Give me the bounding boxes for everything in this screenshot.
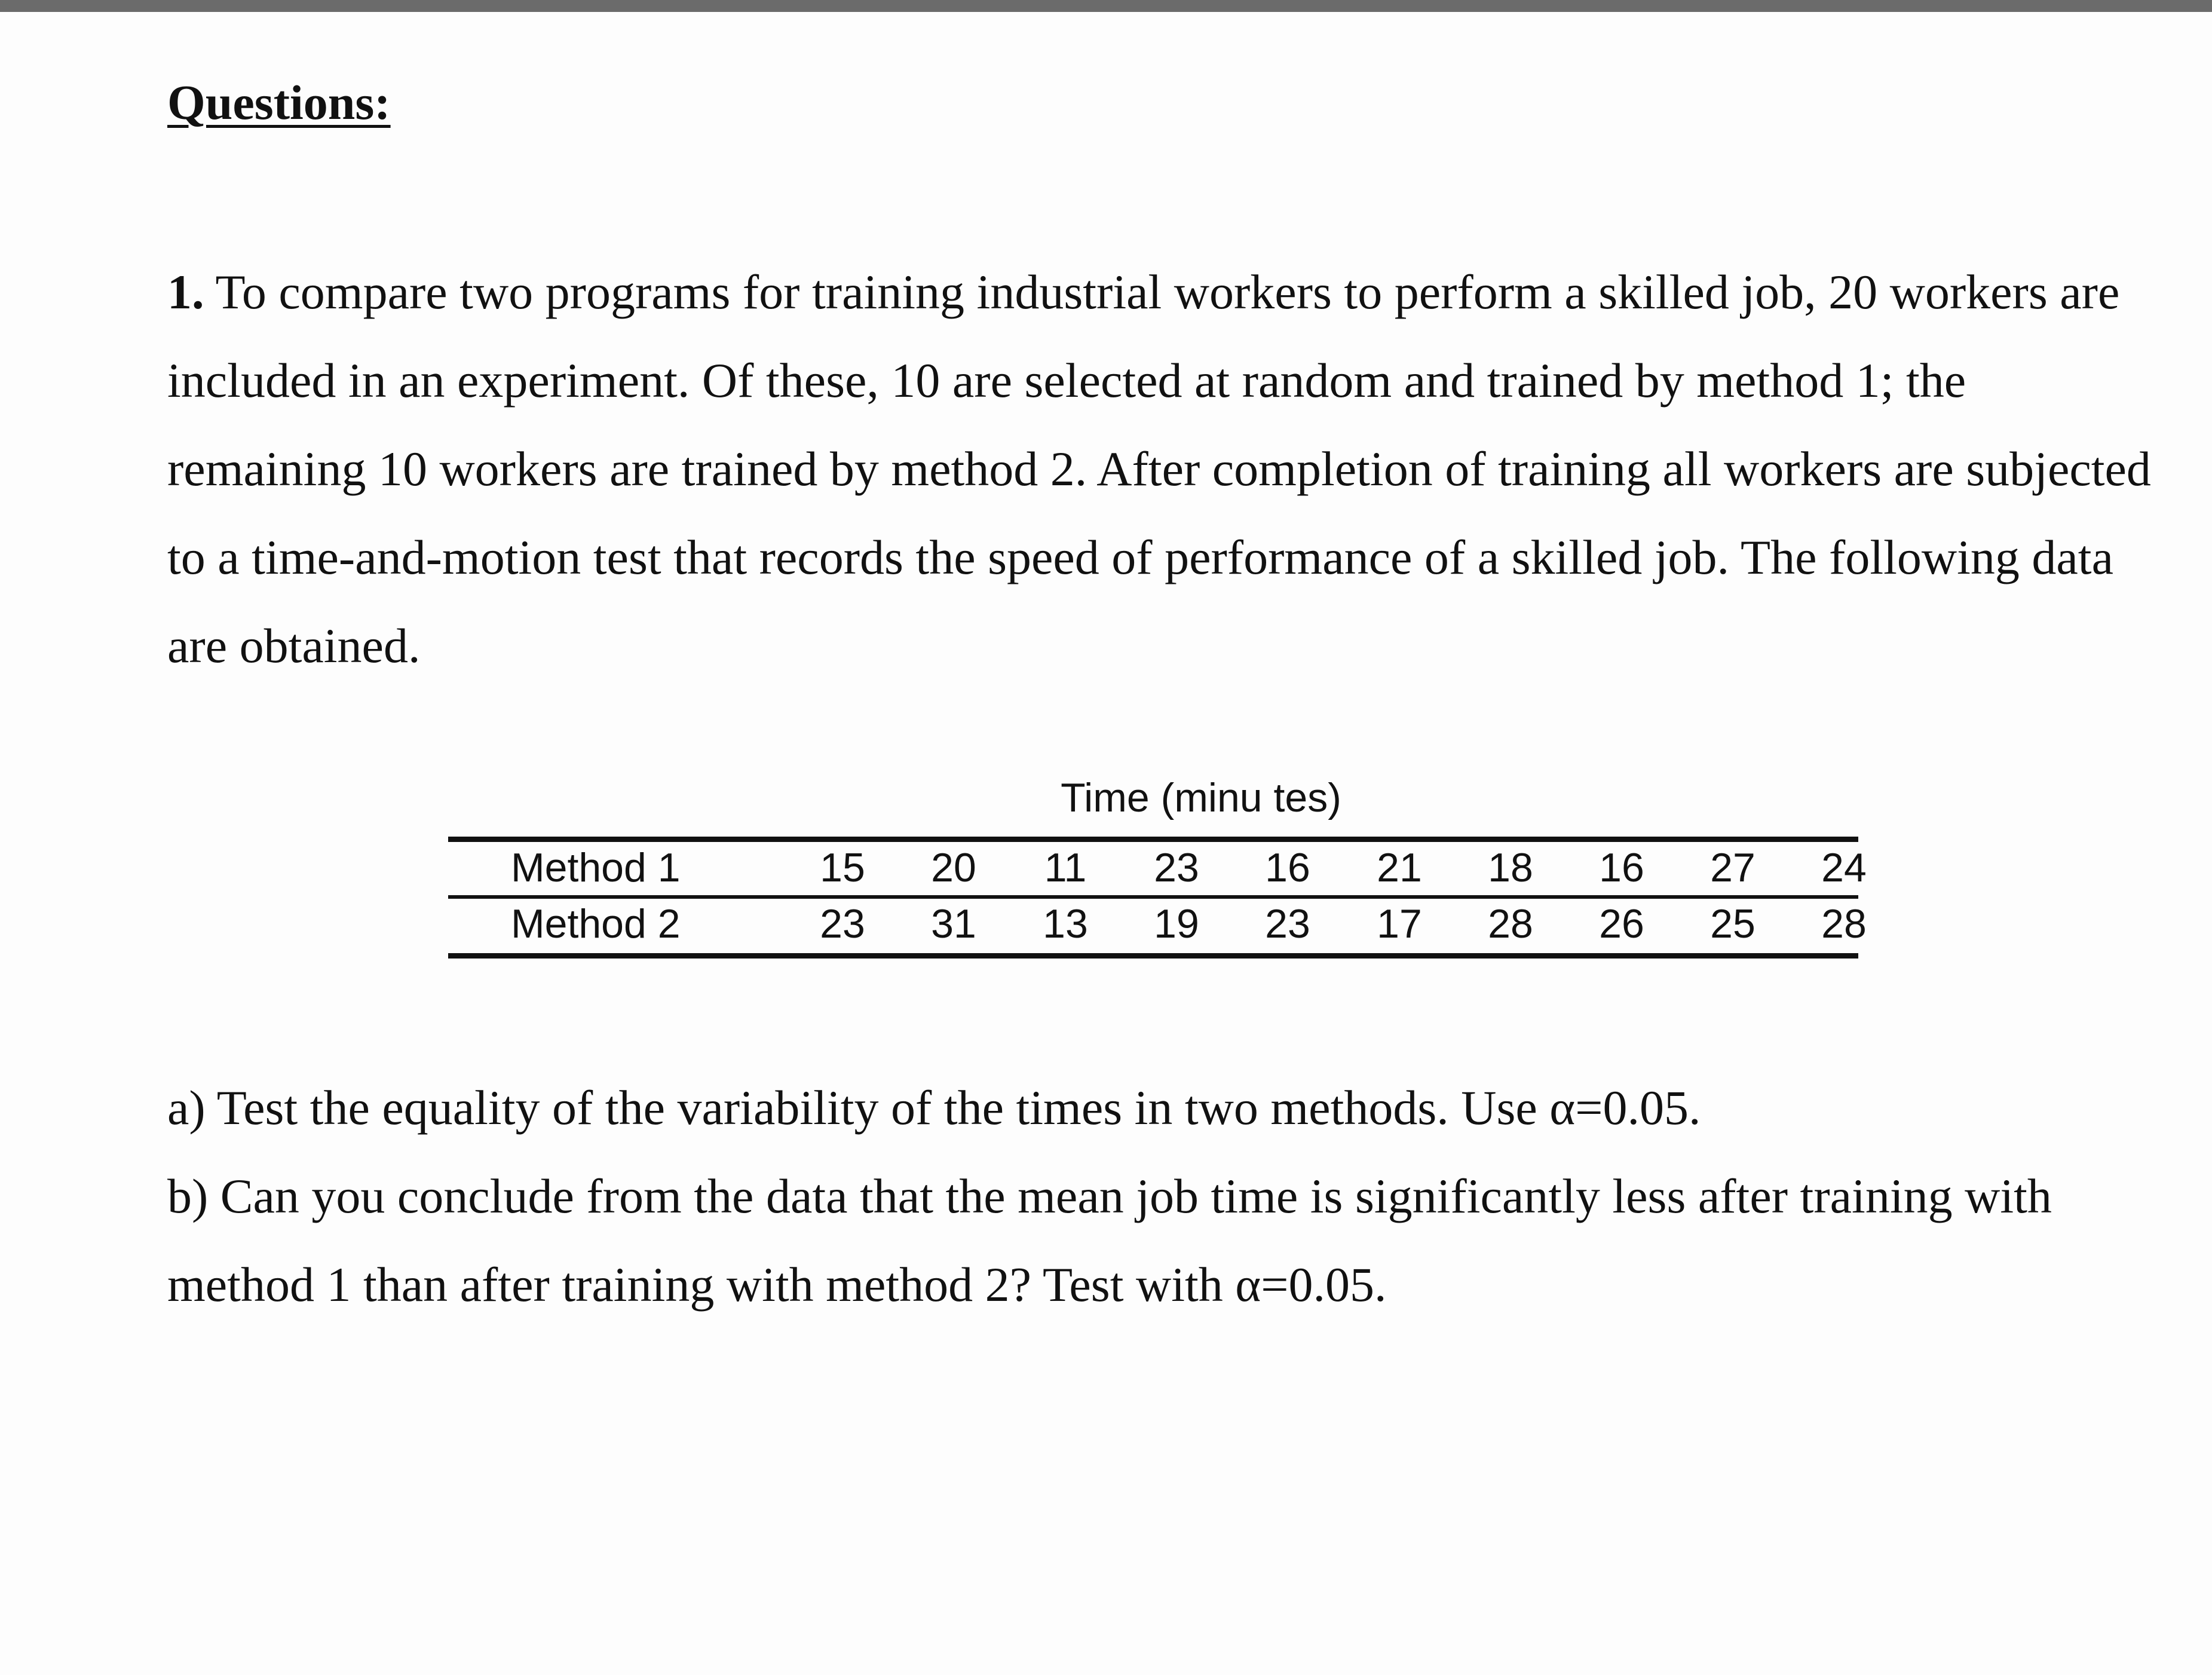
table-bottom-rule: [448, 953, 1858, 959]
question-body: To compare two programs for training industrial workers to perform a skilled job, 20 workers are included in an experiment. Of these, 10 are selected at random and trained by method 1; the remaining 10 workers are trained by method 2. After completion of training all workers are subjected to a time-and-motion test that records the speed of performance of a skilled job. The following data are obtained.: [167, 265, 2151, 673]
table-row: [448, 897, 1867, 951]
table-cell: 15: [820, 845, 865, 890]
row-label-method-2: Method 2: [511, 901, 681, 947]
table-cell: 26: [1599, 901, 1644, 947]
table-cell: 19: [1154, 901, 1199, 947]
part-b-text: b) Can you conclude from the data that the mean job time is significantly less after training with method 1 than after training with method 2? Test with α=0.05.: [167, 1169, 2052, 1312]
window-top-bar: [0, 0, 2212, 12]
part-a-text: a) Test the equality of the variability of the times in two methods. Use α=0.05.: [167, 1080, 1701, 1135]
table-caption: Time (minu tes): [1061, 775, 1341, 820]
row-label-method-1: Method 1: [511, 845, 681, 890]
table-cell: 28: [1488, 901, 1533, 947]
table-cell: 11: [1044, 845, 1087, 890]
table-cell: 16: [1265, 845, 1310, 890]
table-cell: 17: [1377, 901, 1422, 947]
table-cell: 16: [1599, 845, 1644, 890]
question-parts: [167, 1064, 2163, 1329]
table-cell: 13: [1043, 901, 1088, 947]
table-cell: 23: [1265, 901, 1310, 947]
table-cell: 27: [1710, 845, 1755, 890]
table-cell: 24: [1821, 845, 1867, 890]
question-number: 1.: [167, 265, 204, 319]
table-cell: 23: [820, 901, 865, 947]
table-cell: 28: [1821, 901, 1867, 947]
document-page: [0, 12, 2212, 1675]
question-1-text: [167, 248, 2163, 690]
page-title: Questions:: [167, 75, 391, 130]
table-cell: 21: [1377, 845, 1422, 890]
table-row: [448, 841, 1867, 895]
table-cell: 25: [1710, 901, 1755, 947]
table-cell: 18: [1488, 845, 1533, 890]
table-cell: 23: [1154, 845, 1199, 890]
table-cell: 20: [931, 845, 976, 890]
table-cell: 31: [931, 901, 976, 947]
